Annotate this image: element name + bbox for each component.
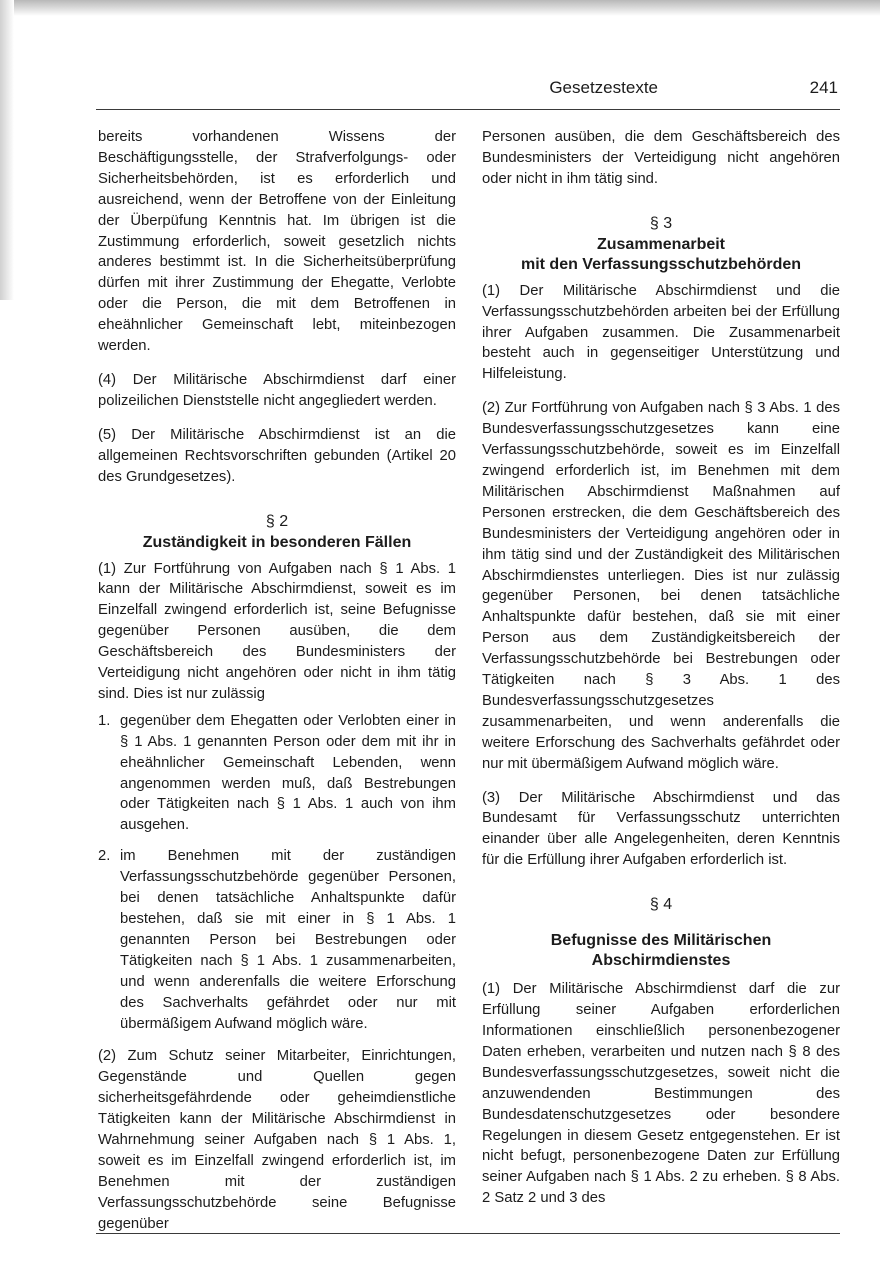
paragraph-5: (5) Der Militärische Abschirmdienst ist an die allgemeinen Rechtsvorschriften gebunden (Artikel 20 des Grundgesetzes).: [98, 426, 456, 485]
section-2-paragraph-2: (2) Zum Schutz seiner Mitarbeiter, Einrichtungen, Gegenstände und Quellen gegen sicherheitsgefährdende oder geheimdienstliche Tätigkeiten kann der Militärische Abschirmdienst in Wahrnehmung seiner Aufgaben nach § 1 Abs. 1, soweit es im Einzelfall zwingend erforderlich ist, im Benehmen mit der zuständigen Verfassungsschutzbehörde seine Befugnisse gegenüber: [98, 1048, 456, 1232]
section-3-paragraph-2: (2) Zur Fortführung von Aufgaben nach § 3 Abs. 1 des Bundesverfassungsschutzgesetzes kann eine Verfassungsschutzbehörde, soweit es im Einzelfall zwingend erforderlich ist, im Benehmen mit dem Militärischen Abschirmdienst Maßnahmen auf Personen erstrecken, die dem Geschäftsbereich des Bundesministers der Verteidigung angehören oder in ihm tätig sind und der Zuständigkeit des Militärischen Abschirmdienstes unterliegen. Dies ist nur zulässig gegenüber Personen, bei denen tatsächliche Anhaltspunkte dafür bestehen, daß sie mit einer Person aus dem Zuständigkeitsbereich der Verfassungsschutzbehörde bei Bestrebungen oder Tätigkeiten nach § 3 Abs. 1 des Bundesverfassungsschutzgesetzes zusammenarbeiten, und wenn anderenfalls die weitere Erforschung des Sachverhalts gefährdet oder nur mit übermäßigem Aufwand möglich wäre.: [482, 400, 840, 772]
section-4-paragraph-1: (1) Der Militärische Abschirmdienst darf die zur Erfüllung seiner Aufgaben erforderlichen Informationen einschließlich personenbezogener Daten erheben, verarbeiten und nutzen nach § 8 des Bundesverfassungsschutzgesetzes, soweit nicht die anzuwendenden Bestimmungen des Bundesdatenschutzgesetzes oder besondere Regelungen in diesem Gesetz entgegenstehen. Er ist nicht befugt, personenbezogene Daten zur Erfüllung seiner Aufgaben nach § 1 Abs. 2 zu erheben. § 8 Abs. 2 Satz 2 und 3 des: [482, 981, 840, 1207]
running-head: Gesetzestexte: [549, 78, 658, 97]
page-number: 241: [809, 78, 838, 97]
page-header: [96, 78, 840, 108]
section-3-paragraph-1: (1) Der Militärische Abschirmdienst und die Verfassungsschutzbehörden arbeiten bei der Erfüllung ihrer Aufgaben zusammen. Die Zusammenarbeit besteht auch in gegenseitiger Unterstützung und Hilfeleistung.: [482, 282, 840, 383]
paragraph-4: (4) Der Militärische Abschirmdienst darf einer polizeilichen Dienststelle nicht angegliedert werden.: [98, 371, 456, 409]
section-3-paragraph-3: (3) Der Militärische Abschirmdienst und das Bundesamt für Verfassungsschutz unterrichten einander über alle Angelegenheiten, deren Kenntnis für die Erfüllung ihrer Aufgaben erforderlich ist.: [482, 789, 840, 869]
section-2-title: Zuständigkeit in besonderen Fällen: [142, 533, 412, 551]
header-rule: [96, 109, 840, 110]
section-3-title-line-2: mit den Verfassungsschutzbehörden: [520, 255, 802, 273]
list-item: [98, 846, 456, 1034]
section-4-title-line-1: Befugnisse des Militärischen: [550, 932, 772, 950]
footer-rule: [96, 1233, 840, 1234]
list-item-number: 1.: [98, 712, 111, 729]
section-3-number: § 3: [649, 214, 673, 232]
list-item-text: im Benehmen mit der zuständigen Verfassungsschutzbehörde gegenüber Personen, bei denen tatsächliche Anhaltspunkte dafür bestehen, daß sie mit einer in § 1 Abs. 1 genannten Person bei Bestrebungen oder Tätigkeiten nach § 1 Abs. 1 zusammenarbeiten, und wenn anderenfalls die weitere Erforschung des Sachverhalts gefährdet oder nur mit übermäßigem Aufwand möglich wäre.: [120, 848, 456, 1032]
paragraph-intro: bereits vorhandenen Wissens der Beschäftigungsstelle, der Strafverfolgungs- oder Sicherheitsbehörden, ist es erforderlich und ausreichend, wenn der Betroffene von der Einleitung der Überpüfung Kenntnis hat. Im übrigen ist die Zustimmung erforderlich, soweit gesetzlich nichts anderes bestimmt ist. In die Sicherheitsüberprüfung dürfen mit ihrer Zustimmung der Ehegatte, Verlobte oder die Person, die mit dem Betroffenen in eheähnlicher Gemeinschaft lebt, miteinbezogen werden.: [98, 129, 456, 355]
right-column: [482, 127, 840, 1222]
list-item-text: gegenüber dem Ehegatten oder Verlobten einer in § 1 Abs. 1 genannten Person oder dem mit ihr in eheähnlicher Gemeinschaft Lebenden, wenn angenommen werden muß, daß Bestrebungen oder Tätigkeiten nach § 1 Abs. 1 auch von ihm ausgehen.: [120, 712, 456, 834]
section-2-number: § 2: [265, 512, 289, 530]
list-item-number: 2.: [98, 848, 111, 865]
list-item: [98, 711, 456, 836]
left-column: [98, 127, 456, 1248]
scan-shadow-left: [0, 0, 14, 300]
paragraph-continued: Personen ausüben, die dem Geschäftsbereich des Bundesministers der Verteidigung nicht angehören oder nicht in ihm tätig sind.: [482, 129, 840, 187]
section-2-list: [98, 711, 456, 1035]
section-2-paragraph-1: (1) Zur Fortführung von Aufgaben nach § 1 Abs. 1 kann der Militärische Abschirmdienst, soweit es im Einzelfall zwingend erforderlich ist, seine Befugnisse gegenüber Personen ausüben, die dem Geschäftsbereich des Bundesministers der Verteidigung nicht angehören oder nicht in ihm tätig sind. Dies ist nur zulässig: [98, 560, 456, 702]
section-4-title-line-2: Abschirmdienstes: [591, 952, 731, 970]
section-4-number: § 4: [649, 896, 673, 914]
scan-shadow-top: [0, 0, 880, 16]
section-3-title-line-1: Zusammenarbeit: [596, 235, 726, 253]
